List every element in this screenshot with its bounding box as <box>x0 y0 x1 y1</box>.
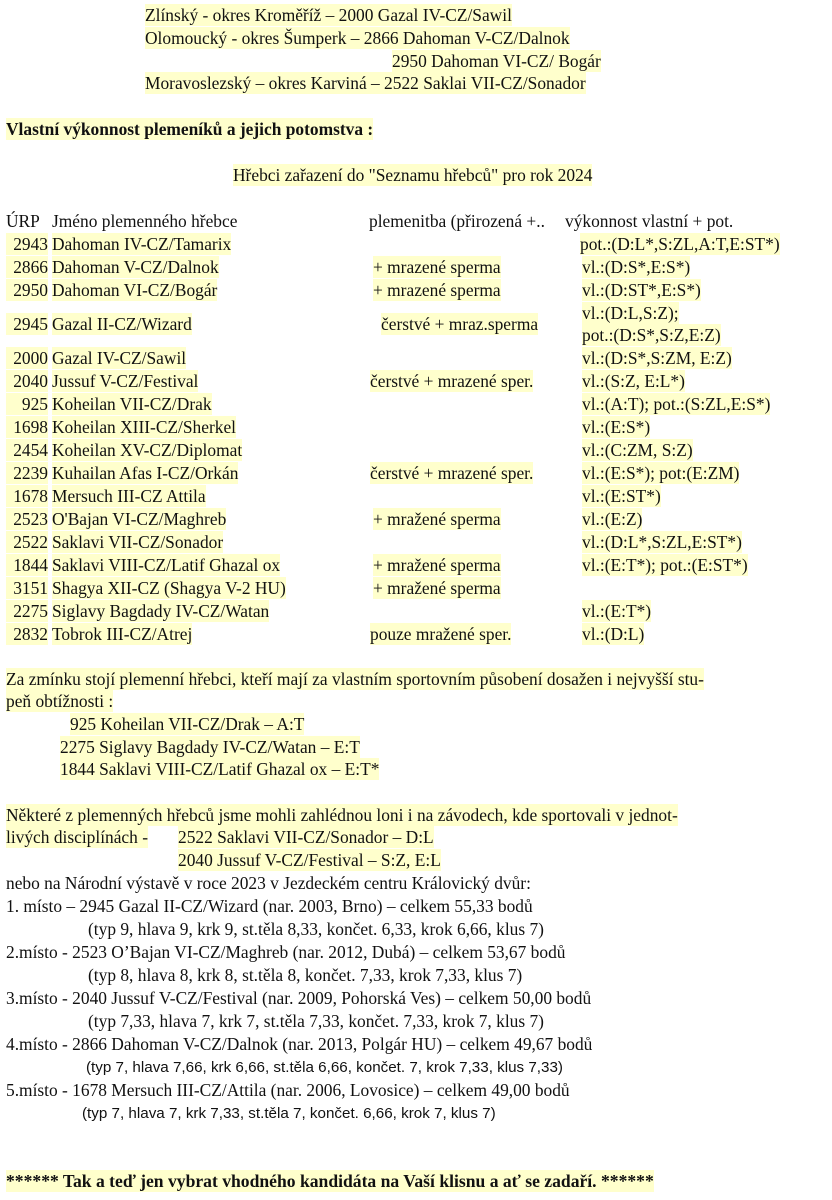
placement-title: 2.místo - 2523 O’Bajan VI-CZ/Maghreb (nar. 2012, Dubá) – celkem 53,67 bodů <box>6 942 566 962</box>
cell-name: Siglavy Bagdady IV-CZ/Watan <box>52 601 270 621</box>
placement-title: 3.místo - 2040 Jussuf V-CZ/Festival (nar. 2009, Pohorská Ves) – celkem 50,00 bodů <box>6 988 592 1008</box>
placement-title: 4.místo - 2866 Dahoman V-CZ/Dalnok (nar. 2013, Polgár HU) – celkem 49,67 bodů <box>6 1034 593 1054</box>
cell-name: Tobrok III-CZ/Atrej <box>52 624 193 644</box>
cell-urp: 2945 <box>6 313 48 335</box>
cell-urp: 2866 <box>6 256 48 278</box>
cell-urp: 2239 <box>6 462 48 484</box>
cell-breeding: čerstvé + mraz.sperma <box>381 314 539 334</box>
cell-breeding: + mrazené sperma <box>373 257 501 277</box>
cell-performance: vl.:(D:S*,E:S*) <box>582 257 691 277</box>
cell-name: Mersuch III-CZ Attila <box>52 486 206 506</box>
competition-item: 2040 Jussuf V-CZ/Festival – S:Z, E:L <box>178 850 441 870</box>
competition-text: livých disciplínách - <box>6 827 148 847</box>
cell-performance: vl.:(E:T*) <box>582 601 652 621</box>
cell-breeding: + mrazené sperma <box>373 280 501 300</box>
cell-name: Saklavi VII-CZ/Sonador <box>52 532 224 552</box>
cell-urp: 2523 <box>6 508 48 530</box>
cell-urp: 2522 <box>6 531 48 553</box>
cell-name: Saklavi VIII-CZ/Latif Ghazal ox <box>52 555 281 575</box>
region-line: 2950 Dahoman VI-CZ/ Bogár <box>392 51 601 71</box>
mention-item: 1844 Saklavi VIII-CZ/Latif Ghazal ox – E:T* <box>60 759 380 779</box>
cell-urp: 2832 <box>6 623 48 645</box>
cell-performance: vl.:(E:T*); pot.:(E:ST*) <box>582 555 748 575</box>
cell-performance: pot.:(D:S*,S:Z,E:Z) <box>582 325 721 345</box>
closing-line: ****** Tak a teď jen vybrat vhodného kandidáta na Vaší klisnu a ať se zadaří. ****** <box>6 1171 654 1191</box>
cell-urp: 2000 <box>6 347 48 369</box>
region-line: Zlínský - okres Kroměříž – 2000 Gazal IV-CZ/Sawil <box>145 5 512 25</box>
cell-performance: vl.:(A:T); pot.:(S:ZL,E:S*) <box>582 394 771 414</box>
cell-urp: 2943 <box>6 233 48 255</box>
cell-urp: 3151 <box>6 577 48 599</box>
cell-name: Shagya XII-CZ (Shagya V-2 HU) <box>52 578 286 598</box>
cell-name: Koheilan VII-CZ/Drak <box>52 394 212 414</box>
competition-item: 2522 Saklavi VII-CZ/Sonador – D:L <box>178 827 434 847</box>
header-breeding: plemenitba (přirozená +.. <box>369 211 545 231</box>
mention-item: 925 Koheilan VII-CZ/Drak – A:T <box>70 714 305 734</box>
cell-name: Dahoman VI-CZ/Bogár <box>52 280 218 300</box>
placement-detail: (typ 8, hlava 8, krk 8, st.těla 8, končet. 7,33, krok 7,33, klus 7) <box>88 965 523 985</box>
region-line: Olomoucký - okres Šumperk – 2866 Dahoman V-CZ/Dalnok <box>145 28 570 48</box>
cell-breeding: čerstvé + mrazené sper. <box>370 463 534 483</box>
placement-title: 1. místo – 2945 Gazal II-CZ/Wizard (nar. 2003, Brno) – celkem 55,33 bodů <box>6 896 533 916</box>
placement-detail: (typ 7,33, hlava 7, krk 7, st.těla 7,33, končet. 7,33, krok 7, klus 7) <box>88 1011 544 1031</box>
cell-name: Dahoman IV-CZ/Tamarix <box>52 234 232 254</box>
mention-text: peň obtížnosti : <box>6 691 114 711</box>
cell-breeding: + mražené sperma <box>373 578 501 598</box>
cell-performance: vl.:(D:L,S:Z); <box>582 303 679 323</box>
show-intro: nebo na Národní výstavě v roce 2023 v Jezdeckém centru Královický dvůr: <box>6 873 531 893</box>
cell-urp: 925 <box>6 393 48 415</box>
region-line: Moravoslezský – okres Karviná – 2522 Saklai VII-CZ/Sonador <box>145 73 586 93</box>
mention-item: 2275 Siglavy Bagdady IV-CZ/Watan – E:T <box>60 737 360 757</box>
cell-performance: vl.:(D:L) <box>582 624 645 644</box>
cell-breeding: čerstvé + mrazené sper. <box>370 371 534 391</box>
cell-breeding: + mražené sperma <box>373 555 501 575</box>
cell-name: Koheilan XIII-CZ/Sherkel <box>52 417 236 437</box>
cell-urp: 1844 <box>6 554 48 576</box>
header-name: Jméno plemenného hřebce <box>52 211 238 231</box>
cell-name: Koheilan XV-CZ/Diplomat <box>52 440 243 460</box>
section-heading: Vlastní výkonnost plemeníků a jejich potomstva : <box>6 119 374 139</box>
cell-performance: pot.:(D:L*,S:ZL,A:T,E:ST*) <box>580 234 780 254</box>
cell-performance: vl.:(D:ST*,E:S*) <box>582 280 701 300</box>
cell-performance: vl.:(C:ZM, S:Z) <box>582 440 693 460</box>
cell-performance: vl.:(E:Z) <box>582 509 643 529</box>
header-urp: ÚRP <box>6 211 40 231</box>
cell-breeding: pouze mražené sper. <box>370 624 512 644</box>
cell-performance: vl.:(S:Z, E:L*) <box>582 371 685 391</box>
cell-urp: 2040 <box>6 370 48 392</box>
cell-performance: vl.:(D:L*,S:ZL,E:ST*) <box>582 532 742 552</box>
cell-urp: 2950 <box>6 279 48 301</box>
header-performance: výkonnost vlastní + pot. <box>565 211 734 231</box>
cell-name: Gazal II-CZ/Wizard <box>52 314 192 334</box>
cell-name: Kuhailan Afas I-CZ/Orkán <box>52 463 239 483</box>
placement-detail: (typ 7, hlava 7,66, krk 6,66, st.těla 6,66, končet. 7, krok 7,33, klus 7,33) <box>86 1059 563 1076</box>
cell-performance: vl.:(E:S*); pot:(E:ZM) <box>582 463 740 483</box>
cell-name: Gazal IV-CZ/Sawil <box>52 348 187 368</box>
competition-text: Některé z plemenných hřebců jsme mohli zahlédnou loni i na závodech, kde sportovali v jednot- <box>6 805 678 825</box>
cell-name: Dahoman V-CZ/Dalnok <box>52 257 219 277</box>
cell-urp: 1678 <box>6 485 48 507</box>
placement-detail: (typ 7, hlava 7, krk 7,33, st.těla 7, končet. 6,66, krok 7, klus 7) <box>82 1105 496 1122</box>
cell-urp: 1698 <box>6 416 48 438</box>
cell-performance: vl.:(D:S*,S:ZM, E:Z) <box>582 348 732 368</box>
cell-breeding: + mražené sperma <box>373 509 501 529</box>
cell-name: Jussuf V-CZ/Festival <box>52 371 199 391</box>
placement-title: 5.místo - 1678 Mersuch III-CZ/Attila (nar. 2006, Lovosice) – celkem 49,00 bodů <box>6 1080 570 1100</box>
cell-urp: 2275 <box>6 600 48 622</box>
placement-detail: (typ 9, hlava 9, krk 9, st.těla 8,33, končet. 6,33, krok 6,66, klus 7) <box>88 919 544 939</box>
cell-performance: vl.:(E:ST*) <box>582 486 661 506</box>
cell-urp: 2454 <box>6 439 48 461</box>
table-title: Hřebci zařazení do "Seznamu hřebců" pro rok 2024 <box>233 165 593 185</box>
cell-performance: vl.:(E:S*) <box>582 417 651 437</box>
cell-name: O'Bajan VI-CZ/Maghreb <box>52 509 227 529</box>
mention-text: Za zmínku stojí plemenní hřebci, kteří mají za vlastním sportovním působení dosažen i nejvyšší stu- <box>6 669 704 689</box>
